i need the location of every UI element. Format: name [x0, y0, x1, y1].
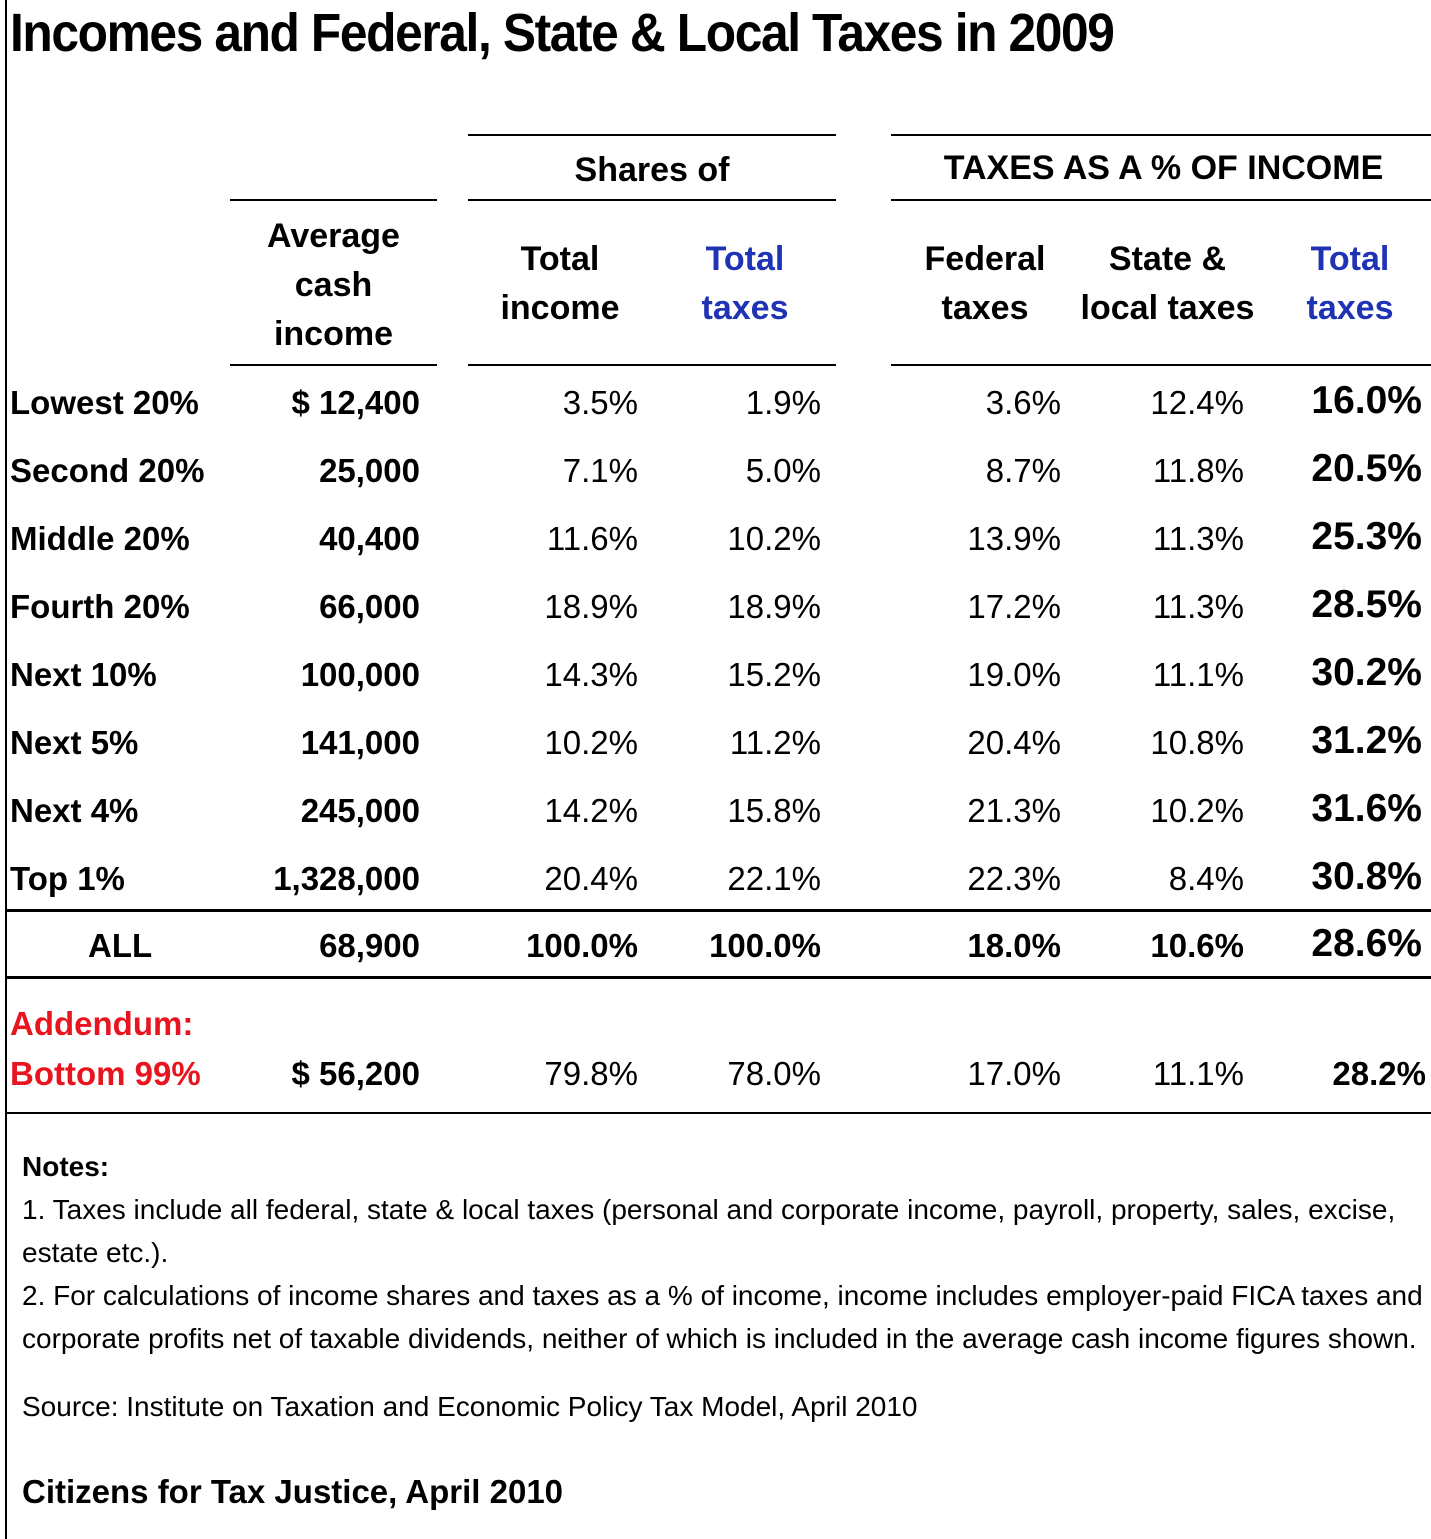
addendum-label: Bottom 99%	[10, 1055, 201, 1092]
notes-block	[22, 1145, 1427, 1360]
all-row-label: ALL	[88, 927, 153, 964]
row-share-income: 14.3%	[544, 656, 638, 693]
row-income: 66,000	[319, 588, 420, 625]
note-2-line-2: corporate profits net of taxable dividends, neither of which is included in the average cash income figures shown.	[22, 1323, 1417, 1354]
header-line: Average	[267, 217, 400, 255]
row-share-taxes: 5.0%	[745, 452, 821, 489]
row-label: Top 1%	[10, 860, 125, 897]
addendum-heading: Addendum:	[10, 1005, 194, 1042]
row-share-income: 10.2%	[544, 724, 638, 761]
footer-attribution: Citizens for Tax Justice, April 2010	[22, 1473, 564, 1510]
row-federal: 22.3%	[967, 860, 1061, 897]
row-share-income: 20.4%	[544, 860, 638, 897]
header-share-total-taxes	[665, 235, 825, 333]
row-share-taxes: 22.1%	[727, 860, 821, 897]
income-bottom-rule	[230, 364, 437, 366]
row-total: 20.5%	[1311, 447, 1422, 490]
row-share-taxes: 15.2%	[727, 656, 821, 693]
row-share-taxes: 11.2%	[729, 724, 821, 761]
all-row-income: 68,900	[319, 927, 420, 964]
all-row-share-income: 100.0%	[526, 927, 638, 964]
header-shares-of: Shares of	[574, 151, 730, 189]
taxes-top-rule	[891, 134, 1431, 136]
row-state-local: 11.3%	[1152, 520, 1244, 557]
row-share-taxes: 10.2%	[727, 520, 821, 557]
page-title: Incomes and Federal, State & Local Taxes in 2009	[10, 3, 1114, 63]
header-line: taxes	[1306, 289, 1394, 327]
taxes-bottom-rule	[891, 364, 1431, 366]
row-label: Next 4%	[10, 792, 139, 829]
all-row-bottom-rule	[7, 976, 1431, 979]
row-share-taxes: 1.9%	[745, 384, 821, 421]
row-label: Lowest 20%	[10, 384, 199, 421]
addendum-income: $ 56,200	[291, 1055, 420, 1092]
row-state-local: 11.1%	[1152, 656, 1244, 693]
notes-heading: Notes:	[22, 1151, 110, 1182]
income-header-rule	[230, 199, 437, 201]
row-total: 31.2%	[1311, 719, 1422, 762]
header-line: Total	[705, 240, 785, 278]
all-row-top-rule	[7, 909, 1431, 912]
row-label: Second 20%	[10, 452, 205, 489]
all-row-total: 28.6%	[1311, 922, 1422, 965]
row-income: 25,000	[319, 452, 420, 489]
addendum-federal: 17.0%	[967, 1055, 1061, 1092]
row-share-income: 3.5%	[562, 384, 638, 421]
row-state-local: 11.3%	[1152, 588, 1244, 625]
taxes-mid-rule	[891, 199, 1431, 201]
row-total: 16.0%	[1311, 379, 1422, 422]
row-share-taxes: 18.9%	[727, 588, 821, 625]
shares-top-rule	[468, 134, 836, 136]
row-federal: 21.3%	[967, 792, 1061, 829]
row-total: 30.2%	[1311, 651, 1422, 694]
row-label: Fourth 20%	[10, 588, 190, 625]
row-total: 31.6%	[1311, 787, 1422, 830]
row-income: 100,000	[300, 656, 420, 693]
row-state-local: 8.4%	[1168, 860, 1244, 897]
header-line: Total	[520, 240, 600, 278]
left-border	[5, 0, 7, 1539]
row-federal: 17.2%	[967, 588, 1061, 625]
row-state-local: 11.8%	[1152, 452, 1244, 489]
all-row-federal: 18.0%	[967, 927, 1061, 964]
row-federal: 13.9%	[967, 520, 1061, 557]
row-share-income: 11.6%	[546, 520, 638, 557]
row-label: Middle 20%	[10, 520, 190, 557]
addendum-state-local: 11.1%	[1152, 1055, 1244, 1092]
row-state-local: 12.4%	[1150, 384, 1244, 421]
row-share-income: 18.9%	[544, 588, 638, 625]
row-share-taxes: 15.8%	[727, 792, 821, 829]
note-1-line-1: 1. Taxes include all federal, state & local taxes (personal and corporate income, payroll, property, sales, excise,	[22, 1194, 1396, 1225]
row-state-local: 10.8%	[1150, 724, 1244, 761]
header-line: cash	[294, 266, 373, 304]
note-1-line-2: estate etc.).	[22, 1237, 169, 1268]
header-line: Total	[1310, 240, 1390, 278]
row-total: 30.8%	[1311, 855, 1422, 898]
row-federal: 3.6%	[985, 384, 1061, 421]
header-state-local-taxes	[1070, 235, 1265, 333]
addendum-total: 28.2%	[1332, 1055, 1426, 1092]
row-federal: 20.4%	[967, 724, 1061, 761]
source-line: Source: Institute on Taxation and Economic Policy Tax Model, April 2010	[22, 1391, 918, 1422]
row-income: 245,000	[300, 792, 420, 829]
header-line: income	[273, 315, 394, 353]
header-average-cash-income	[230, 212, 437, 359]
row-income: 1,328,000	[273, 860, 420, 897]
row-label: Next 5%	[10, 724, 139, 761]
row-total: 28.5%	[1311, 583, 1422, 626]
header-line: taxes	[701, 289, 789, 327]
addendum-share-income: 79.8%	[544, 1055, 638, 1092]
header-total-taxes-pct	[1275, 235, 1425, 333]
row-income: 141,000	[300, 724, 420, 761]
row-label: Next 10%	[10, 656, 157, 693]
row-federal: 8.7%	[985, 452, 1061, 489]
header-line: State &	[1108, 240, 1227, 278]
header-line: local taxes	[1080, 289, 1255, 327]
row-total: 25.3%	[1311, 515, 1422, 558]
notes-top-rule	[7, 1112, 1431, 1114]
note-2-line-1: 2. For calculations of income shares and taxes as a % of income, income includes employer-paid FICA taxes and	[22, 1280, 1423, 1311]
shares-mid-rule	[468, 199, 836, 201]
header-total-income	[480, 235, 640, 333]
header-line: income	[500, 289, 620, 327]
row-share-income: 7.1%	[562, 452, 638, 489]
row-income: $ 12,400	[291, 384, 420, 421]
shares-bottom-rule	[468, 364, 836, 366]
addendum-share-taxes: 78.0%	[727, 1055, 821, 1092]
header-taxes-pct-income: TAXES AS A % OF INCOME	[943, 149, 1384, 187]
all-row-share-taxes: 100.0%	[709, 927, 821, 964]
row-state-local: 10.2%	[1150, 792, 1244, 829]
header-federal-taxes	[905, 235, 1065, 333]
header-line: taxes	[941, 289, 1029, 327]
row-income: 40,400	[319, 520, 420, 557]
header-line: Federal	[924, 240, 1046, 278]
row-federal: 19.0%	[967, 656, 1061, 693]
row-share-income: 14.2%	[544, 792, 638, 829]
all-row-state-local: 10.6%	[1150, 927, 1244, 964]
